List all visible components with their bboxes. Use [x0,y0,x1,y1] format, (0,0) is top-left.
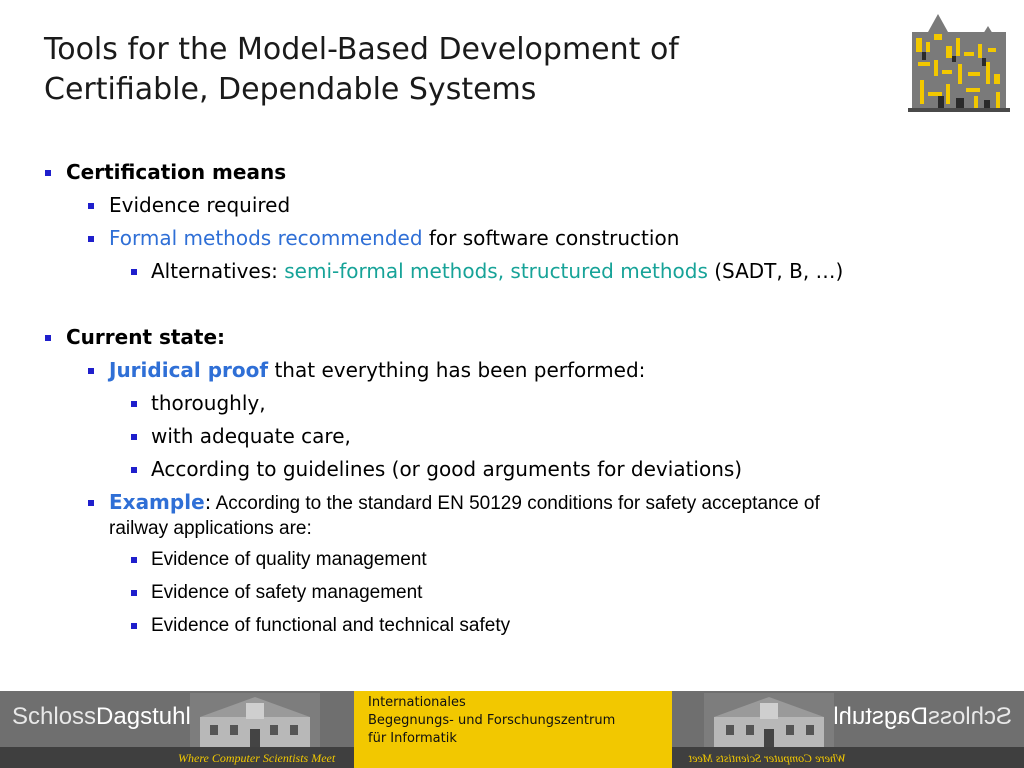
alternatives-prefix: Alternatives: [151,259,285,283]
brand-dagstuhl-mirrored: Dagstuhl [833,703,928,730]
footer-center-panel [354,691,672,768]
footer-banner [0,691,1024,768]
slide-title [44,30,844,110]
slide-title-line-1: Tools for the Model-Based Development of [44,32,679,67]
footer-motto-right: Where Computer Scientists Meet [688,751,846,765]
alternatives-suffix: (SADT, B, …) [707,259,844,283]
footer-brand-right [833,703,1012,731]
item-formal-methods [109,224,679,252]
bullet-icon [88,368,94,374]
bullet-icon [131,269,137,275]
footer-center-line-1: Internationales [368,695,466,710]
bullet-icon [131,467,137,473]
footer-left-panel [0,691,354,768]
footer-brand-left [12,703,191,731]
item-guidelines: According to guidelines (or good arguments for deviations) [151,457,743,481]
footer-center-line-2: Begegnungs- und Forschungszentrum [368,713,616,728]
item-example [109,488,820,518]
item-evidence-required: Evidence required [109,193,291,217]
bullet-icon [88,236,94,242]
bullet-icon [45,335,51,341]
item-alternatives [151,257,843,285]
example-highlight: Example [109,490,205,514]
bullet-icon [131,401,137,407]
bullet-icon [88,203,94,209]
bullet-icon [131,557,137,563]
slide-title-line-2: Certifiable, Dependable Systems [44,72,537,107]
formal-methods-rest: for software construction [422,226,680,250]
juridical-proof-highlight: Juridical proof [109,358,269,382]
item-juridical-proof [109,356,645,384]
brand-schloss-mirrored: Schloss [927,703,1012,730]
bullet-icon [131,590,137,596]
alternatives-highlight: semi-formal methods, structured methods [284,259,708,283]
footer-center-line-3: für Informatik [368,731,457,746]
bullet-icon [131,623,137,629]
example-text-line-2: railway applications are: [109,518,312,539]
example-colon: : [204,490,212,514]
bullet-icon [45,170,51,176]
item-functional-safety: Evidence of functional and technical safety [151,615,511,636]
example-text-line-1: According to the standard EN 50129 conditions for safety acceptance of [211,493,820,514]
heading-certification-means: Certification means [66,160,287,184]
footer-motto-left: Where Computer Scientists Meet [178,751,336,765]
item-quality-management: Evidence of quality management [151,549,427,570]
heading-current-state: Current state: [66,325,226,349]
formal-methods-highlight: Formal methods recommended [109,226,423,250]
brand-schloss: Schloss [12,703,97,730]
item-thoroughly: thoroughly, [151,391,266,415]
footer-center-text [368,694,615,748]
item-safety-management: Evidence of safety management [151,582,423,603]
bullet-icon [88,500,94,506]
juridical-proof-rest: that everything has been performed: [268,358,646,382]
footer-right-panel-mirrored [672,691,1024,768]
castle-photo [704,693,834,747]
item-adequate-care: with adequate care, [151,424,351,448]
brand-dagstuhl: Dagstuhl [96,703,191,730]
castle-photo [190,693,320,747]
dagstuhl-castle-logo [908,12,1010,112]
bullet-icon [131,434,137,440]
